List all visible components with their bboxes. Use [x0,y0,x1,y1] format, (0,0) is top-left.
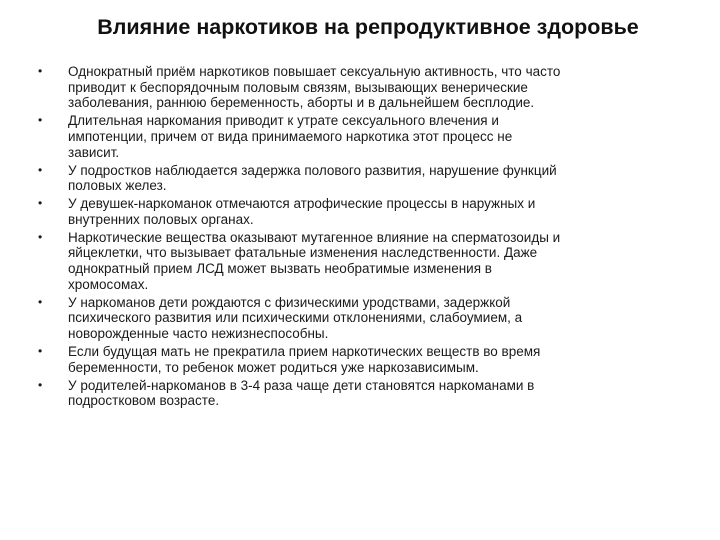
bullet-item-4 [0,196,720,227]
bullet-dot-icon: • [38,344,43,359]
bullet-text: У подростков наблюдается задержка полового развития, нарушение функций половых желез. [68,162,557,194]
bullet-item-8 [0,378,720,409]
bullet-text: Однократный приём наркотиков повышает сексуальную активность, что часто приводит к беспорядочным половым связям, вызывающих венерические заболевания, раннюю беременность, аборты и в дальнейшем бесплодие. [68,64,561,111]
bullet-dot-icon: • [38,113,43,128]
bullet-dot-icon: • [38,64,43,78]
bullet-item-2 [0,113,720,160]
bullet-item-1 [0,64,720,111]
bullet-dot-icon: • [38,294,43,309]
bullet-item-6 [0,295,720,342]
bullet-dot-icon: • [38,229,43,244]
bullet-item-5 [0,230,720,293]
bullet-text: У родителей-наркоманов в 3-4 раза чаще дети становятся наркоманами в подростковом возрасте. [68,377,535,409]
bullet-dot-icon: • [38,162,43,177]
bullet-item-7 [0,344,720,375]
bullet-dot-icon: • [38,196,43,211]
bullet-list [0,64,720,411]
slide-title: Влияние наркотиков на репродуктивное здоровье [97,15,639,39]
bullet-text: У наркоманов дети рождаются с физическими уродствами, задержкой психического развития или психическими отклонениями, слабоумием, а новорожденные часто нежизнеспособны. [68,294,523,342]
bullet-text: У девушек-наркоманок отмечаются атрофические процессы в наружных и внутренних половых органах. [68,196,536,227]
bullet-text: Если будущая мать не прекратила прием наркотических веществ во время беременности, то ребенок может родиться уже наркозависимым. [68,344,541,375]
bullet-text: Длительная наркомания приводит к утрате сексуального влечения и импотенции, причем от вида принимаемого наркотика этот процесс не зависит. [68,113,513,160]
bullet-item-3 [0,163,720,194]
bullet-text: Наркотические вещества оказывают мутагенное влияние на сперматозоиды и яйцеклетки, что вызывает фатальные изменения наследственности. Даже однократный прием ЛСД может вызвать необратимые изменения в хромосомах. [68,229,561,292]
bullet-dot-icon: • [38,377,43,392]
